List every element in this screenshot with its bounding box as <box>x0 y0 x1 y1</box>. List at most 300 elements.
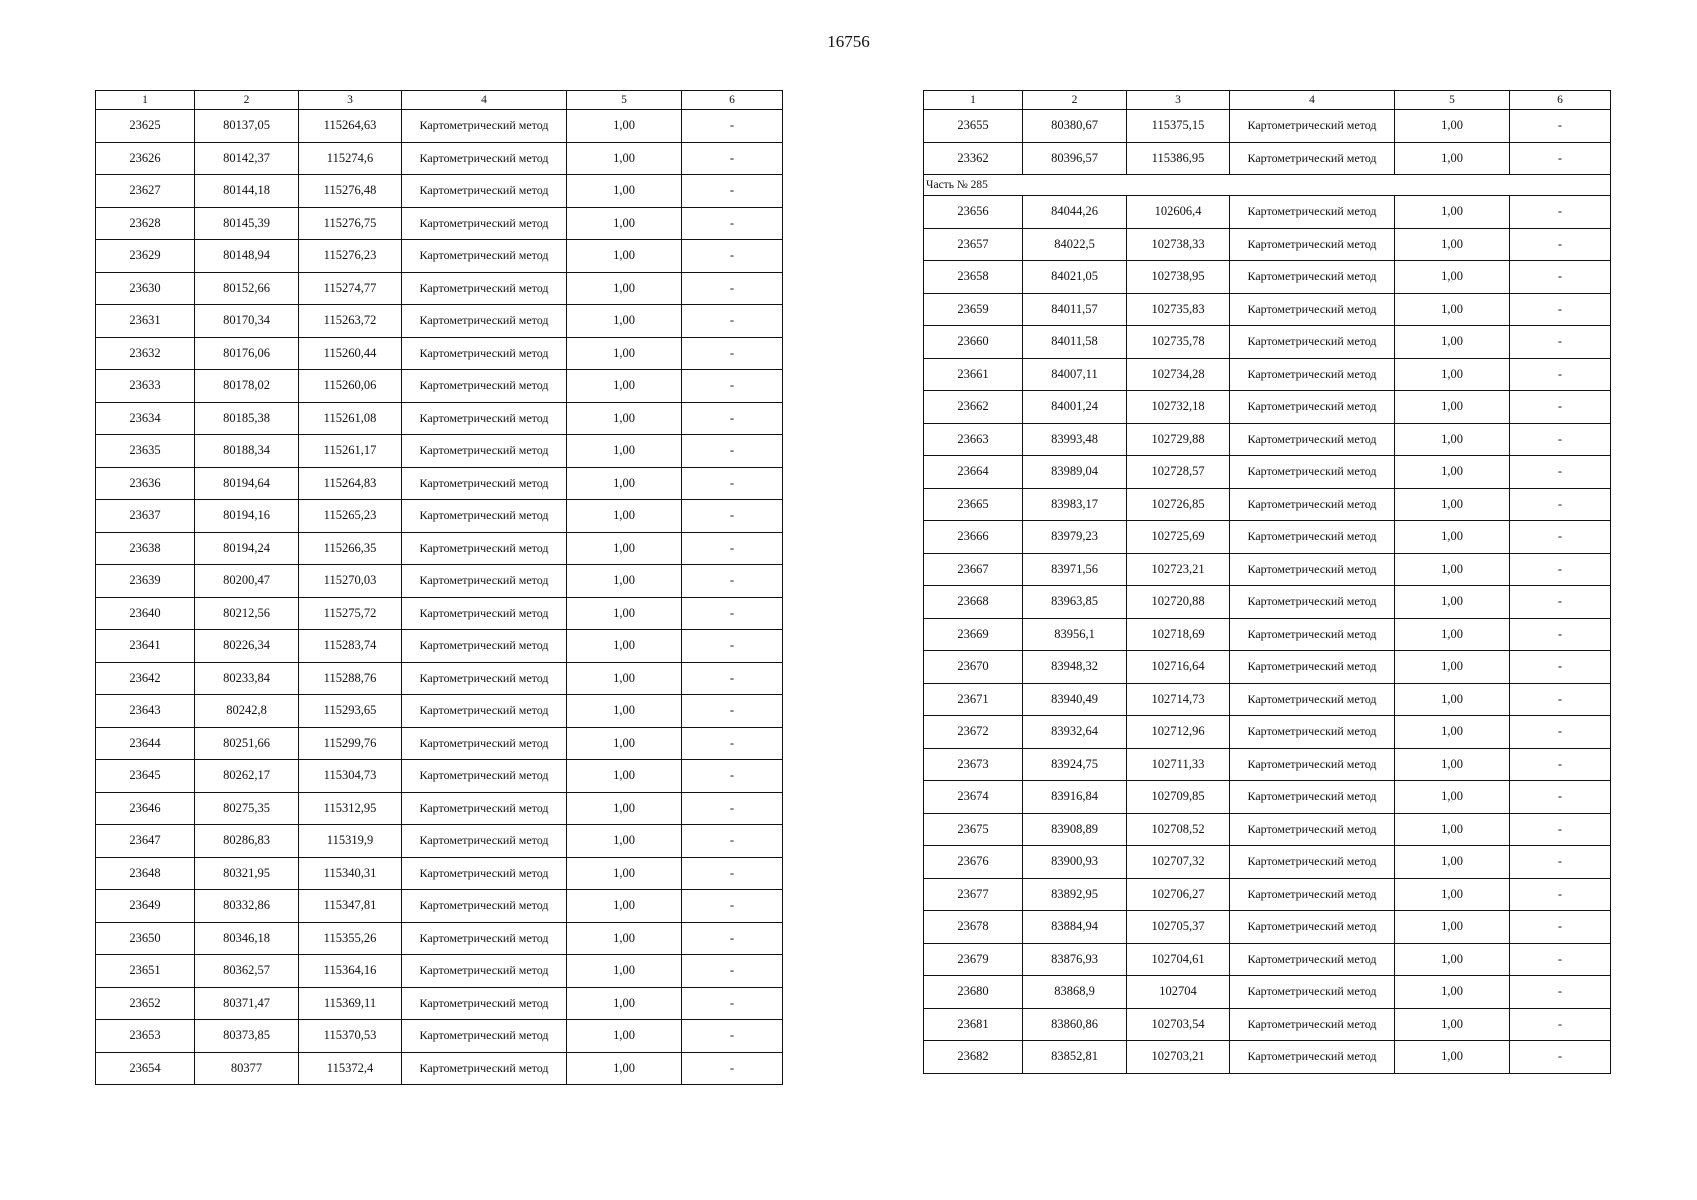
table-row <box>96 630 783 663</box>
point-number-cell: 23664 <box>924 456 1023 489</box>
x-coordinate-cell: 84022,5 <box>1023 228 1127 261</box>
column-header: 6 <box>1510 91 1611 110</box>
table-row <box>924 293 1611 326</box>
method-cell: Картометрический метод <box>402 792 567 825</box>
description-cell: - <box>1510 423 1611 456</box>
table-row <box>924 943 1611 976</box>
method-cell: Картометрический метод <box>1230 1008 1395 1041</box>
description-cell: - <box>1510 911 1611 944</box>
point-number-cell: 23626 <box>96 142 195 175</box>
point-number-cell: 23643 <box>96 695 195 728</box>
description-cell: - <box>682 370 783 403</box>
point-number-cell: 23660 <box>924 326 1023 359</box>
y-coordinate-cell: 102732,18 <box>1127 391 1230 424</box>
x-coordinate-cell: 80226,34 <box>195 630 299 663</box>
description-cell: - <box>1510 586 1611 619</box>
description-cell: - <box>1510 142 1611 175</box>
column-header: 5 <box>1395 91 1510 110</box>
point-number-cell: 23672 <box>924 716 1023 749</box>
y-coordinate-cell: 102723,21 <box>1127 553 1230 586</box>
table-row <box>924 813 1611 846</box>
description-cell: - <box>682 467 783 500</box>
y-coordinate-cell: 115372,4 <box>299 1052 402 1085</box>
point-number-cell: 23646 <box>96 792 195 825</box>
method-cell: Картометрический метод <box>1230 196 1395 229</box>
y-coordinate-cell: 102738,95 <box>1127 261 1230 294</box>
table-row <box>924 976 1611 1009</box>
method-cell: Картометрический метод <box>402 695 567 728</box>
point-number-cell: 23674 <box>924 781 1023 814</box>
point-number-cell: 23631 <box>96 305 195 338</box>
x-coordinate-cell: 80144,18 <box>195 175 299 208</box>
method-cell: Картометрический метод <box>402 1020 567 1053</box>
method-cell: Картометрический метод <box>402 565 567 598</box>
y-coordinate-cell: 102728,57 <box>1127 456 1230 489</box>
table-row <box>96 792 783 825</box>
method-cell: Картометрический метод <box>402 467 567 500</box>
accuracy-cell: 1,00 <box>1395 943 1510 976</box>
accuracy-cell: 1,00 <box>567 435 682 468</box>
table-row <box>96 207 783 240</box>
table-row <box>924 781 1611 814</box>
x-coordinate-cell: 83916,84 <box>1023 781 1127 814</box>
description-cell: - <box>682 272 783 305</box>
y-coordinate-cell: 115260,44 <box>299 337 402 370</box>
method-cell: Картометрический метод <box>402 500 567 533</box>
table-row <box>96 305 783 338</box>
point-number-cell: 23671 <box>924 683 1023 716</box>
description-cell: - <box>1510 943 1611 976</box>
accuracy-cell: 1,00 <box>1395 1041 1510 1074</box>
method-cell: Картометрический метод <box>402 435 567 468</box>
y-coordinate-cell: 102709,85 <box>1127 781 1230 814</box>
accuracy-cell: 1,00 <box>567 597 682 630</box>
accuracy-cell: 1,00 <box>567 987 682 1020</box>
description-cell: - <box>682 142 783 175</box>
x-coordinate-cell: 80178,02 <box>195 370 299 403</box>
accuracy-cell: 1,00 <box>567 337 682 370</box>
y-coordinate-cell: 102606,4 <box>1127 196 1230 229</box>
table-row <box>96 890 783 923</box>
method-cell: Картометрический метод <box>402 662 567 695</box>
table-row <box>924 618 1611 651</box>
x-coordinate-cell: 80145,39 <box>195 207 299 240</box>
table-row <box>96 370 783 403</box>
description-cell: - <box>682 500 783 533</box>
y-coordinate-cell: 115274,77 <box>299 272 402 305</box>
method-cell: Картометрический метод <box>1230 488 1395 521</box>
x-coordinate-cell: 83971,56 <box>1023 553 1127 586</box>
method-cell: Картометрический метод <box>1230 586 1395 619</box>
header-row <box>924 91 1611 110</box>
accuracy-cell: 1,00 <box>567 402 682 435</box>
page-number: 16756 <box>827 32 870 51</box>
table-row <box>924 110 1611 143</box>
x-coordinate-cell: 80396,57 <box>1023 142 1127 175</box>
y-coordinate-cell: 102735,78 <box>1127 326 1230 359</box>
accuracy-cell: 1,00 <box>567 890 682 923</box>
point-number-cell: 23650 <box>96 922 195 955</box>
point-number-cell: 23647 <box>96 825 195 858</box>
accuracy-cell: 1,00 <box>1395 326 1510 359</box>
y-coordinate-cell: 115288,76 <box>299 662 402 695</box>
y-coordinate-cell: 102704 <box>1127 976 1230 1009</box>
y-coordinate-cell: 115355,26 <box>299 922 402 955</box>
point-number-cell: 23654 <box>96 1052 195 1085</box>
description-cell: - <box>682 337 783 370</box>
accuracy-cell: 1,00 <box>567 272 682 305</box>
x-coordinate-cell: 80176,06 <box>195 337 299 370</box>
table-row <box>924 911 1611 944</box>
column-header: 4 <box>1230 91 1395 110</box>
column-header: 4 <box>402 91 567 110</box>
table-row <box>96 175 783 208</box>
section-row <box>924 175 1611 196</box>
y-coordinate-cell: 102703,54 <box>1127 1008 1230 1041</box>
method-cell: Картометрический метод <box>1230 716 1395 749</box>
accuracy-cell: 1,00 <box>567 1052 682 1085</box>
description-cell: - <box>1510 196 1611 229</box>
method-cell: Картометрический метод <box>1230 391 1395 424</box>
accuracy-cell: 1,00 <box>1395 976 1510 1009</box>
description-cell: - <box>682 565 783 598</box>
point-number-cell: 23681 <box>924 1008 1023 1041</box>
y-coordinate-cell: 115299,76 <box>299 727 402 760</box>
y-coordinate-cell: 115260,06 <box>299 370 402 403</box>
table-row <box>924 423 1611 456</box>
accuracy-cell: 1,00 <box>567 922 682 955</box>
point-number-cell: 23679 <box>924 943 1023 976</box>
method-cell: Картометрический метод <box>402 272 567 305</box>
method-cell: Картометрический метод <box>402 760 567 793</box>
x-coordinate-cell: 80362,57 <box>195 955 299 988</box>
point-number-cell: 23632 <box>96 337 195 370</box>
method-cell: Картометрический метод <box>1230 228 1395 261</box>
table-row <box>924 142 1611 175</box>
y-coordinate-cell: 115293,65 <box>299 695 402 728</box>
table-row <box>924 326 1611 359</box>
point-number-cell: 23644 <box>96 727 195 760</box>
method-cell: Картометрический метод <box>1230 110 1395 143</box>
description-cell: - <box>682 695 783 728</box>
y-coordinate-cell: 115304,73 <box>299 760 402 793</box>
point-number-cell: 23655 <box>924 110 1023 143</box>
point-number-cell: 23661 <box>924 358 1023 391</box>
method-cell: Картометрический метод <box>1230 142 1395 175</box>
method-cell: Картометрический метод <box>1230 911 1395 944</box>
x-coordinate-cell: 80262,17 <box>195 760 299 793</box>
description-cell: - <box>682 532 783 565</box>
x-coordinate-cell: 80332,86 <box>195 890 299 923</box>
accuracy-cell: 1,00 <box>1395 110 1510 143</box>
y-coordinate-cell: 115265,23 <box>299 500 402 533</box>
method-cell: Картометрический метод <box>402 922 567 955</box>
table-row <box>924 521 1611 554</box>
accuracy-cell: 1,00 <box>567 630 682 663</box>
accuracy-cell: 1,00 <box>567 955 682 988</box>
method-cell: Картометрический метод <box>402 597 567 630</box>
accuracy-cell: 1,00 <box>567 792 682 825</box>
method-cell: Картометрический метод <box>402 402 567 435</box>
table-row <box>924 358 1611 391</box>
point-number-cell: 23642 <box>96 662 195 695</box>
accuracy-cell: 1,00 <box>1395 1008 1510 1041</box>
point-number-cell: 23682 <box>924 1041 1023 1074</box>
description-cell: - <box>682 1052 783 1085</box>
x-coordinate-cell: 83908,89 <box>1023 813 1127 846</box>
accuracy-cell: 1,00 <box>567 857 682 890</box>
y-coordinate-cell: 115375,15 <box>1127 110 1230 143</box>
description-cell: - <box>682 922 783 955</box>
x-coordinate-cell: 83956,1 <box>1023 618 1127 651</box>
point-number-cell: 23651 <box>96 955 195 988</box>
accuracy-cell: 1,00 <box>567 1020 682 1053</box>
y-coordinate-cell: 102705,37 <box>1127 911 1230 944</box>
x-coordinate-cell: 80321,95 <box>195 857 299 890</box>
point-number-cell: 23668 <box>924 586 1023 619</box>
description-cell: - <box>682 727 783 760</box>
method-cell: Картометрический метод <box>1230 846 1395 879</box>
table-row <box>96 922 783 955</box>
column-header: 1 <box>96 91 195 110</box>
x-coordinate-cell: 83948,32 <box>1023 651 1127 684</box>
accuracy-cell: 1,00 <box>1395 911 1510 944</box>
description-cell: - <box>1510 456 1611 489</box>
table-row <box>924 456 1611 489</box>
point-number-cell: 23678 <box>924 911 1023 944</box>
point-number-cell: 23637 <box>96 500 195 533</box>
column-header: 2 <box>1023 91 1127 110</box>
table-row <box>96 825 783 858</box>
x-coordinate-cell: 80194,24 <box>195 532 299 565</box>
method-cell: Картометрический метод <box>1230 976 1395 1009</box>
method-cell: Картометрический метод <box>1230 326 1395 359</box>
accuracy-cell: 1,00 <box>1395 261 1510 294</box>
accuracy-cell: 1,00 <box>567 760 682 793</box>
description-cell: - <box>682 955 783 988</box>
description-cell: - <box>682 402 783 435</box>
y-coordinate-cell: 115264,63 <box>299 110 402 143</box>
column-header: 2 <box>195 91 299 110</box>
table-row <box>924 683 1611 716</box>
accuracy-cell: 1,00 <box>1395 748 1510 781</box>
table-row <box>96 110 783 143</box>
x-coordinate-cell: 83868,9 <box>1023 976 1127 1009</box>
description-cell: - <box>682 857 783 890</box>
y-coordinate-cell: 115386,95 <box>1127 142 1230 175</box>
accuracy-cell: 1,00 <box>1395 878 1510 911</box>
point-number-cell: 23663 <box>924 423 1023 456</box>
y-coordinate-cell: 115261,08 <box>299 402 402 435</box>
point-number-cell: 23625 <box>96 110 195 143</box>
point-number-cell: 23627 <box>96 175 195 208</box>
point-number-cell: 23673 <box>924 748 1023 781</box>
table-row <box>924 846 1611 879</box>
description-cell: - <box>1510 1008 1611 1041</box>
x-coordinate-cell: 83852,81 <box>1023 1041 1127 1074</box>
y-coordinate-cell: 102712,96 <box>1127 716 1230 749</box>
accuracy-cell: 1,00 <box>567 695 682 728</box>
x-coordinate-cell: 83876,93 <box>1023 943 1127 976</box>
point-number-cell: 23630 <box>96 272 195 305</box>
x-coordinate-cell: 80377 <box>195 1052 299 1085</box>
point-number-cell: 23640 <box>96 597 195 630</box>
description-cell: - <box>1510 110 1611 143</box>
table-row <box>96 565 783 598</box>
y-coordinate-cell: 102714,73 <box>1127 683 1230 716</box>
table-row <box>96 435 783 468</box>
point-number-cell: 23656 <box>924 196 1023 229</box>
point-number-cell: 23649 <box>96 890 195 923</box>
accuracy-cell: 1,00 <box>567 175 682 208</box>
table-row <box>924 1008 1611 1041</box>
point-number-cell: 23659 <box>924 293 1023 326</box>
method-cell: Картометрический метод <box>402 110 567 143</box>
y-coordinate-cell: 115370,53 <box>299 1020 402 1053</box>
table-row <box>96 240 783 273</box>
x-coordinate-cell: 80373,85 <box>195 1020 299 1053</box>
x-coordinate-cell: 80346,18 <box>195 922 299 955</box>
point-number-cell: 23669 <box>924 618 1023 651</box>
accuracy-cell: 1,00 <box>567 370 682 403</box>
y-coordinate-cell: 102729,88 <box>1127 423 1230 456</box>
point-number-cell: 23628 <box>96 207 195 240</box>
description-cell: - <box>1510 976 1611 1009</box>
method-cell: Картометрический метод <box>1230 618 1395 651</box>
point-number-cell: 23665 <box>924 488 1023 521</box>
description-cell: - <box>1510 391 1611 424</box>
table-row <box>96 532 783 565</box>
y-coordinate-cell: 115266,35 <box>299 532 402 565</box>
table-row <box>96 727 783 760</box>
description-cell: - <box>1510 326 1611 359</box>
x-coordinate-cell: 83892,95 <box>1023 878 1127 911</box>
point-number-cell: 23677 <box>924 878 1023 911</box>
y-coordinate-cell: 102734,28 <box>1127 358 1230 391</box>
x-coordinate-cell: 83884,94 <box>1023 911 1127 944</box>
table-row <box>924 716 1611 749</box>
x-coordinate-cell: 80170,34 <box>195 305 299 338</box>
description-cell: - <box>682 630 783 663</box>
y-coordinate-cell: 102703,21 <box>1127 1041 1230 1074</box>
y-coordinate-cell: 115276,48 <box>299 175 402 208</box>
y-coordinate-cell: 102707,32 <box>1127 846 1230 879</box>
description-cell: - <box>1510 716 1611 749</box>
x-coordinate-cell: 80380,67 <box>1023 110 1127 143</box>
table-row <box>924 391 1611 424</box>
description-cell: - <box>1510 488 1611 521</box>
description-cell: - <box>1510 846 1611 879</box>
y-coordinate-cell: 115364,16 <box>299 955 402 988</box>
column-header: 3 <box>1127 91 1230 110</box>
accuracy-cell: 1,00 <box>1395 813 1510 846</box>
method-cell: Картометрический метод <box>1230 358 1395 391</box>
description-cell: - <box>682 1020 783 1053</box>
x-coordinate-cell: 80152,66 <box>195 272 299 305</box>
description-cell: - <box>682 662 783 695</box>
description-cell: - <box>1510 651 1611 684</box>
accuracy-cell: 1,00 <box>1395 228 1510 261</box>
description-cell: - <box>1510 781 1611 814</box>
description-cell: - <box>1510 683 1611 716</box>
table-row <box>96 500 783 533</box>
method-cell: Картометрический метод <box>402 1052 567 1085</box>
point-number-cell: 23638 <box>96 532 195 565</box>
y-coordinate-cell: 115274,6 <box>299 142 402 175</box>
method-cell: Картометрический метод <box>402 337 567 370</box>
x-coordinate-cell: 83963,85 <box>1023 586 1127 619</box>
y-coordinate-cell: 102735,83 <box>1127 293 1230 326</box>
method-cell: Картометрический метод <box>402 825 567 858</box>
y-coordinate-cell: 115276,75 <box>299 207 402 240</box>
point-number-cell: 23362 <box>924 142 1023 175</box>
table-row <box>96 987 783 1020</box>
description-cell: - <box>682 792 783 825</box>
accuracy-cell: 1,00 <box>567 110 682 143</box>
x-coordinate-cell: 84011,57 <box>1023 293 1127 326</box>
method-cell: Картометрический метод <box>1230 521 1395 554</box>
method-cell: Картометрический метод <box>1230 456 1395 489</box>
y-coordinate-cell: 115347,81 <box>299 890 402 923</box>
x-coordinate-cell: 80200,47 <box>195 565 299 598</box>
table-row <box>924 651 1611 684</box>
method-cell: Картометрический метод <box>402 987 567 1020</box>
x-coordinate-cell: 80188,34 <box>195 435 299 468</box>
table-row <box>924 488 1611 521</box>
x-coordinate-cell: 80242,8 <box>195 695 299 728</box>
table-row <box>96 1020 783 1053</box>
description-cell: - <box>1510 228 1611 261</box>
table-row <box>924 586 1611 619</box>
x-coordinate-cell: 80233,84 <box>195 662 299 695</box>
coordinates-table-left <box>95 90 783 1085</box>
table-row <box>924 261 1611 294</box>
accuracy-cell: 1,00 <box>1395 586 1510 619</box>
method-cell: Картометрический метод <box>402 955 567 988</box>
point-number-cell: 23658 <box>924 261 1023 294</box>
y-coordinate-cell: 102725,69 <box>1127 521 1230 554</box>
y-coordinate-cell: 115270,03 <box>299 565 402 598</box>
table-row <box>924 748 1611 781</box>
x-coordinate-cell: 83940,49 <box>1023 683 1127 716</box>
method-cell: Картометрический метод <box>402 305 567 338</box>
accuracy-cell: 1,00 <box>1395 651 1510 684</box>
column-header: 5 <box>567 91 682 110</box>
point-number-cell: 23639 <box>96 565 195 598</box>
column-header: 3 <box>299 91 402 110</box>
x-coordinate-cell: 83983,17 <box>1023 488 1127 521</box>
method-cell: Картометрический метод <box>1230 878 1395 911</box>
accuracy-cell: 1,00 <box>1395 142 1510 175</box>
method-cell: Картометрический метод <box>1230 1041 1395 1074</box>
description-cell: - <box>682 825 783 858</box>
description-cell: - <box>682 435 783 468</box>
y-coordinate-cell: 102708,52 <box>1127 813 1230 846</box>
point-number-cell: 23645 <box>96 760 195 793</box>
method-cell: Картометрический метод <box>402 890 567 923</box>
table-row <box>96 467 783 500</box>
table-row <box>924 553 1611 586</box>
accuracy-cell: 1,00 <box>1395 521 1510 554</box>
x-coordinate-cell: 80275,35 <box>195 792 299 825</box>
y-coordinate-cell: 115319,9 <box>299 825 402 858</box>
accuracy-cell: 1,00 <box>1395 196 1510 229</box>
accuracy-cell: 1,00 <box>567 825 682 858</box>
accuracy-cell: 1,00 <box>567 662 682 695</box>
accuracy-cell: 1,00 <box>1395 716 1510 749</box>
method-cell: Картометрический метод <box>1230 261 1395 294</box>
x-coordinate-cell: 84007,11 <box>1023 358 1127 391</box>
